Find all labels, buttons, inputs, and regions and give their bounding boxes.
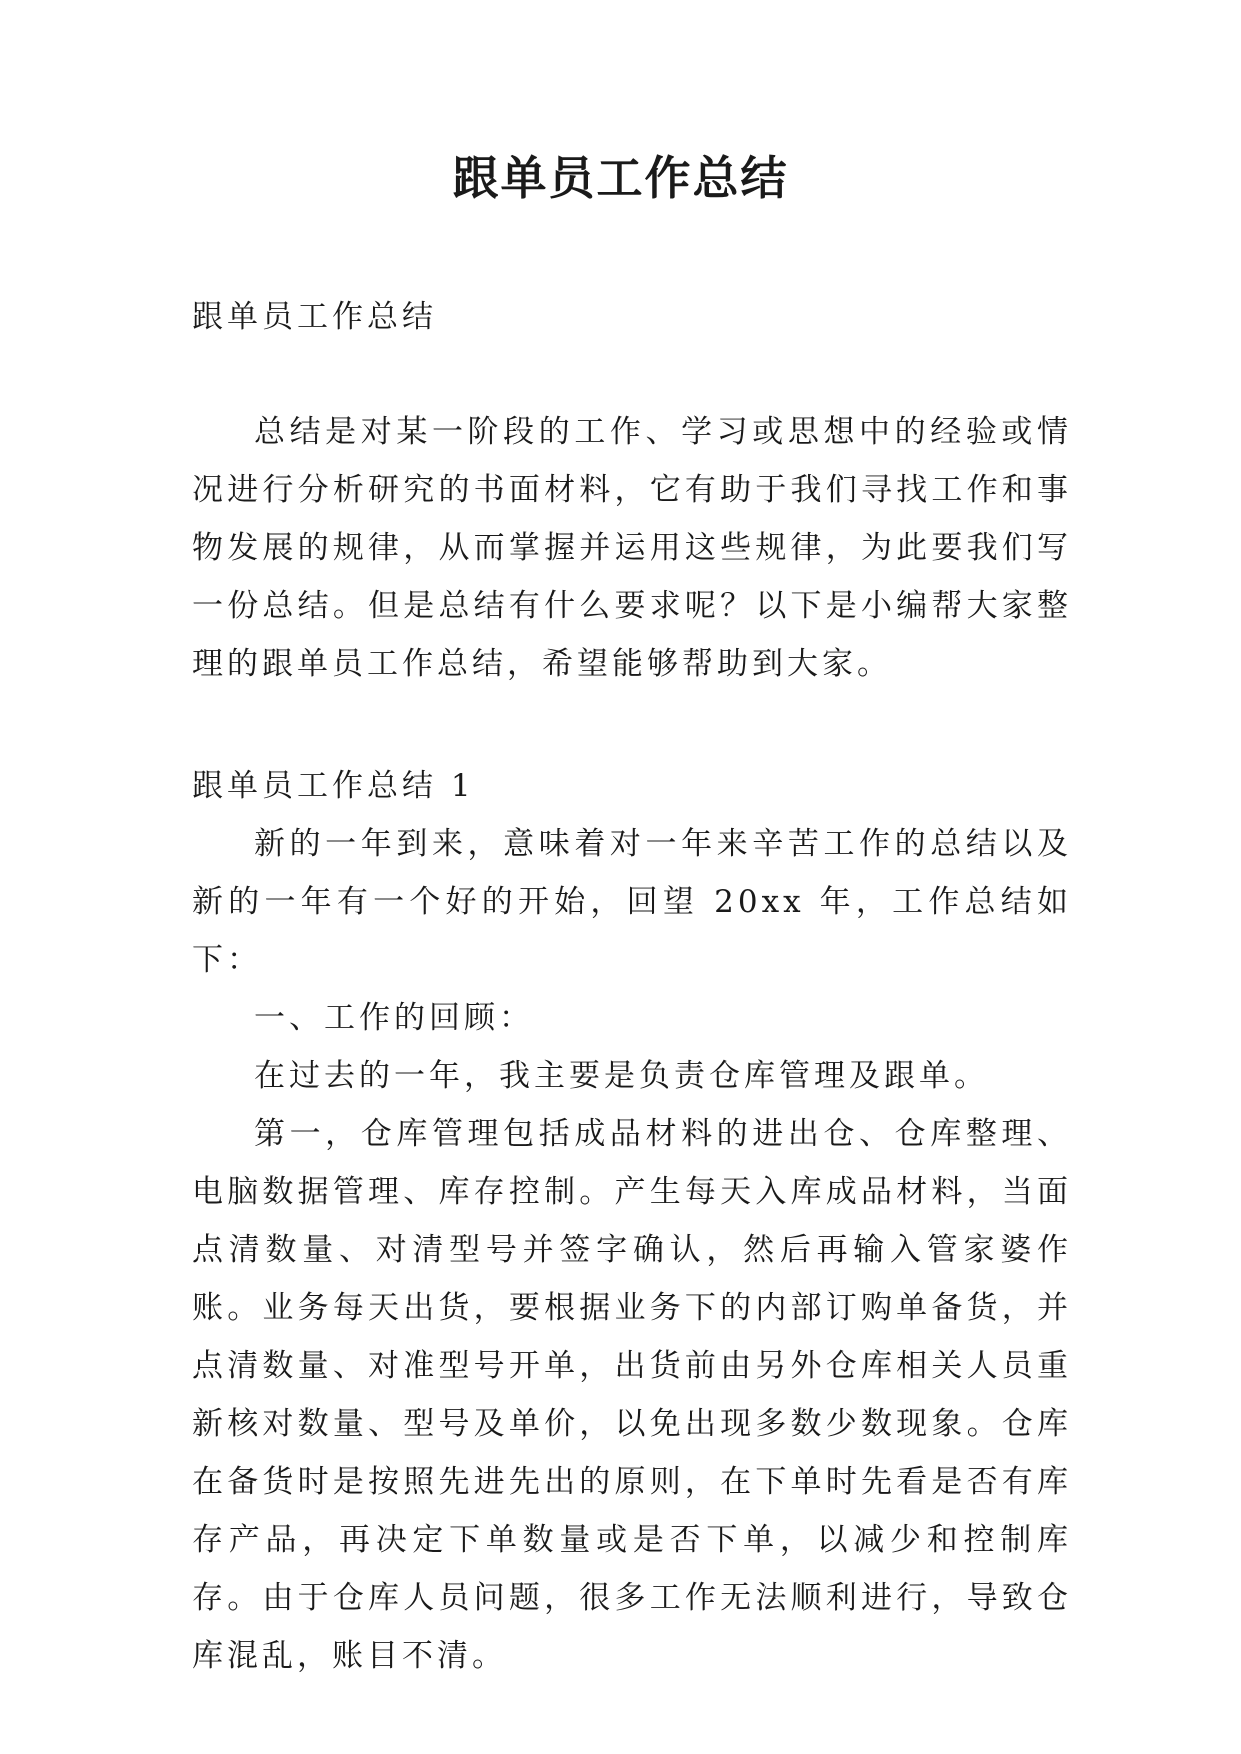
intro-paragraph: 总结是对某一阶段的工作、学习或思想中的经验或情况进行分析研究的书面材料，它有助于我们寻找工作和事物发展的规律，从而掌握并运用这些规律，为此要我们写一份总结。但是总结有什么要求呢？以下是小编帮大家整理的跟单员工作总结，希望能够帮助到大家。 (192, 414, 1072, 682)
document-subtitle: 跟单员工作总结 (192, 299, 437, 335)
section-1-paragraph: 第一，仓库管理包括成品材料的进出仓、仓库整理、电脑数据管理、库存控制。产生每天入库成品材料，当面点清数量、对清型号并签字确认，然后再输入管家婆作账。业务每天出货，要根据业务下的内部订购单备货，并点清数量、对准型号开单，出货前由另外仓库相关人员重新核对数量、型号及单价，以免出现多数少数现象。仓库在备货时是按照先进先出的原则，在下单时先看是否有库存产品，再决定下单数量或是否下单，以减少和控制库存。由于仓库人员问题，很多工作无法顺利进行，导致仓库混乱，账目不清。 (192, 1116, 1072, 1674)
intro-section (192, 403, 1072, 693)
section-1-paragraph: 在过去的一年，我主要是负责仓库管理及跟单。 (254, 1058, 989, 1094)
section-1-paragraph: 新的一年到来，意味着对一年来辛苦工作的总结以及新的一年有一个好的开始，回望 20xx 年，工作总结如下： (192, 826, 1072, 978)
section-1-body (192, 815, 1072, 1685)
section-1-paragraph: 一、工作的回顾： (254, 1000, 534, 1036)
document-title: 跟单员工作总结 (452, 151, 789, 205)
section-1-heading: 跟单员工作总结 1 (192, 768, 475, 804)
